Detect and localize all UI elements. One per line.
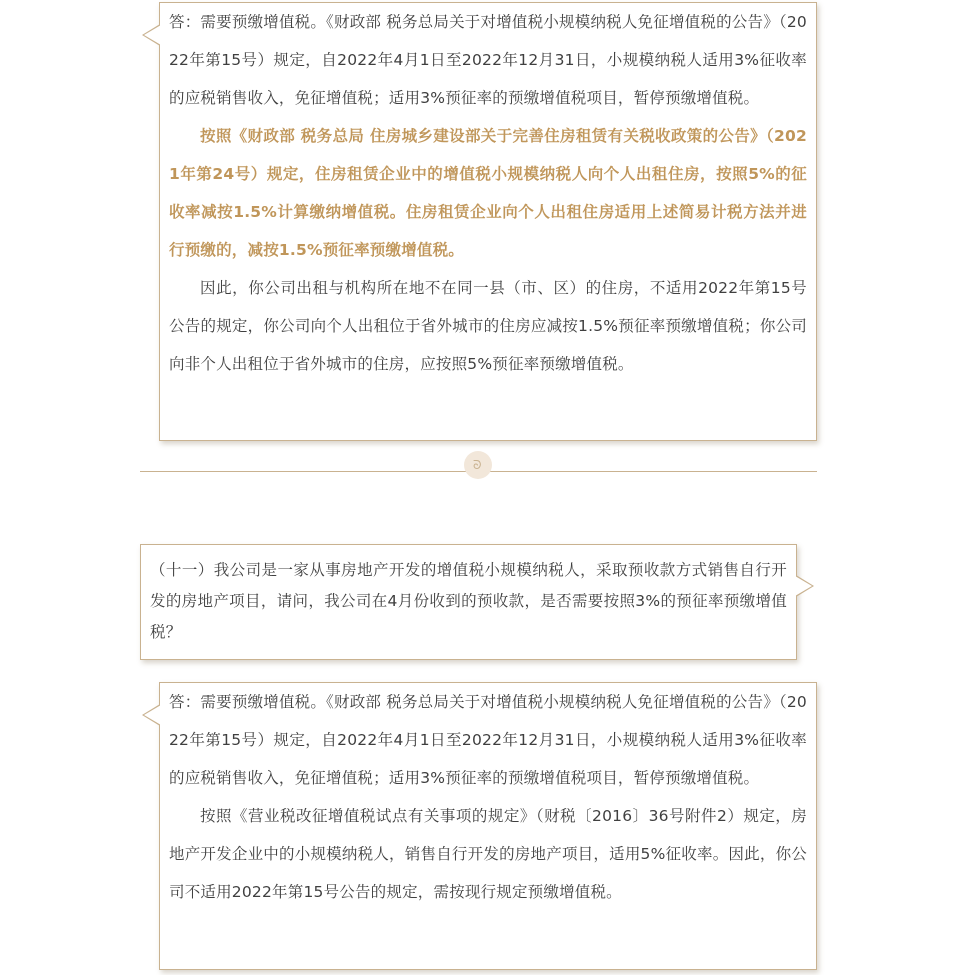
question-text: （十一）我公司是一家从事房地产开发的增值税小规模纳税人，采取预收款方式销售自行开发的房地产项目，请问，我公司在4月份收到的预收款，是否需要按照3%的预征率预缴增值税？ bbox=[150, 561, 787, 641]
answer-2-paragraph-1: 答：需要预缴增值税。《财政部 税务总局关于对增值税小规模纳税人免征增值税的公告》（2022年第15号）规定，自2022年4月1日至2022年12月31日，小规模纳税人适用3%征收率的应税销售收入，免征增值税；适用3%预征率的预缴增值税项目，暂停预缴增值税。 bbox=[169, 693, 807, 787]
bubble-pointer-fill bbox=[795, 576, 812, 596]
answer-bubble-2 bbox=[159, 682, 817, 970]
divider-glyph: ᘐ bbox=[473, 458, 482, 472]
bubble-pointer-fill bbox=[144, 705, 161, 725]
answer-1-paragraph-1: 答：需要预缴增值税。《财政部 税务总局关于对增值税小规模纳税人免征增值税的公告》（2022年第15号）规定，自2022年4月1日至2022年12月31日，小规模纳税人适用3%征收率的应税销售收入，免征增值税；适用3%预征率的预缴增值税项目，暂停预缴增值税。 bbox=[169, 13, 807, 107]
answer-2-paragraph-2: 按照《营业税改征增值税试点有关事项的规定》（财税〔2016〕36号附件2）规定，房地产开发企业中的小规模纳税人，销售自行开发的房地产项目，适用5%征收率。因此，你公司不适用2022年第15号公告的规定，需按现行规定预缴增值税。 bbox=[169, 807, 807, 901]
answer-1-paragraph-3: 因此，你公司出租与机构所在地不在同一县（市、区）的住房，不适用2022年第15号公告的规定，你公司向个人出租位于省外城市的住房应减按1.5%预征率预缴增值税；你公司向非个人出租位于省外城市的住房，应按照5%预征率预缴增值税。 bbox=[169, 279, 807, 373]
question-bubble bbox=[140, 544, 797, 660]
bubble-pointer-fill bbox=[144, 25, 161, 45]
answer-bubble-1 bbox=[159, 2, 817, 441]
answer-1-paragraph-2-highlight: 按照《财政部 税务总局 住房城乡建设部关于完善住房租赁有关税收政策的公告》（2021年第24号）规定，住房租赁企业中的增值税小规模纳税人向个人出租住房，按照5%的征收率减按1.5%计算缴纳增值税。住房租赁企业向个人出租住房适用上述简易计税方法并进行预缴的，减按1.5%预征率预缴增值税。 bbox=[169, 127, 807, 259]
divider-ornament-icon bbox=[464, 451, 492, 479]
